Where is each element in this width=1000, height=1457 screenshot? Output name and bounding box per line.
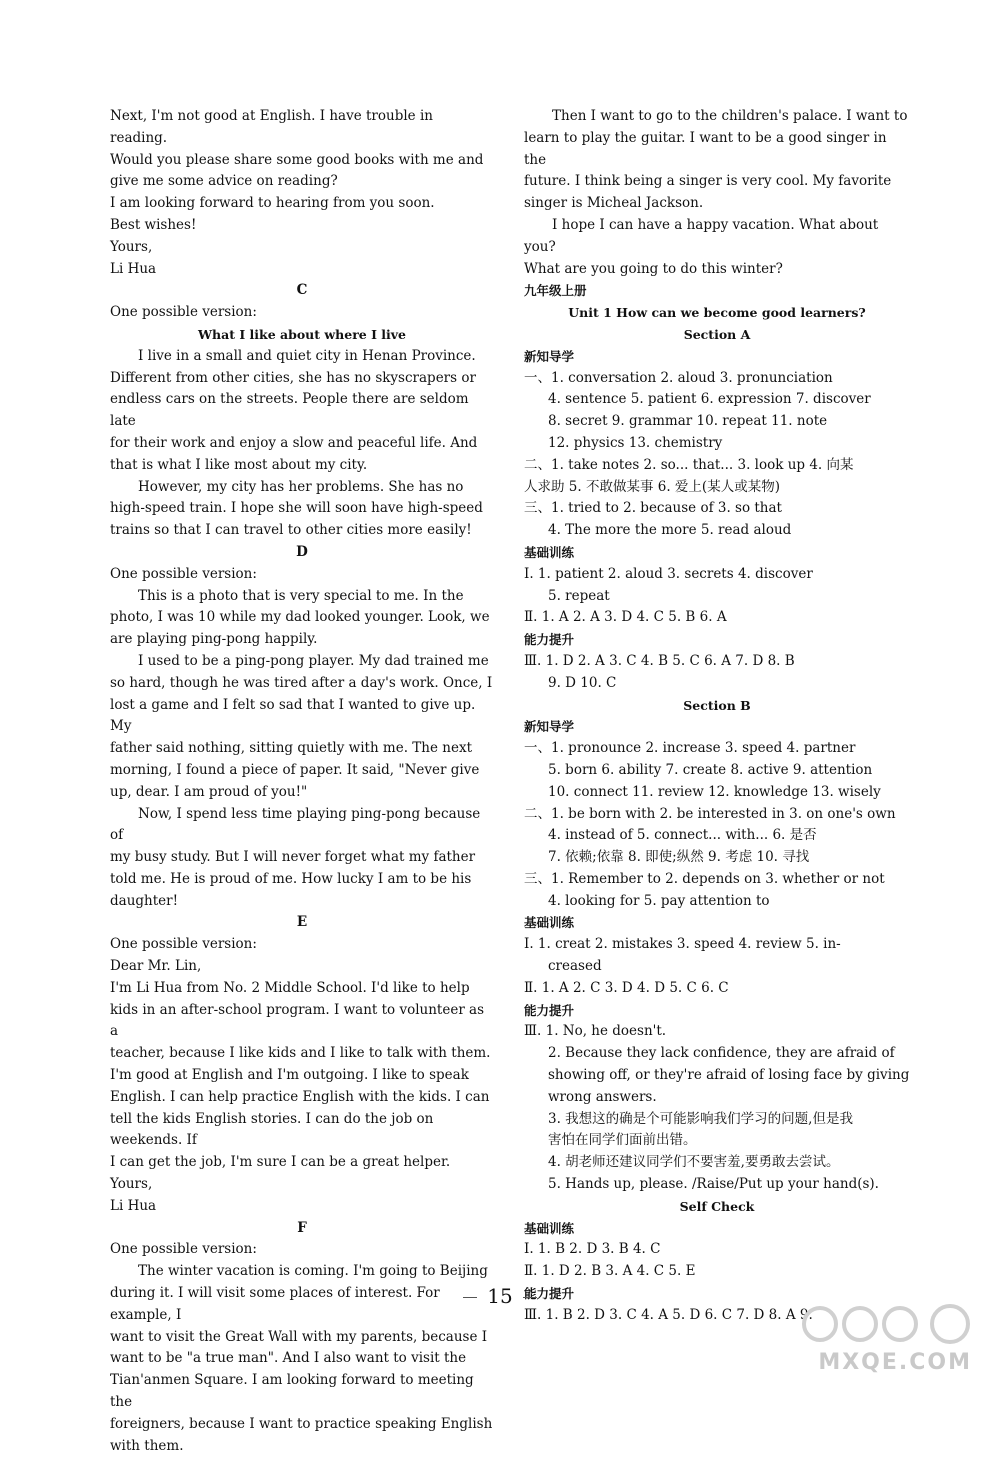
left-line: trains so that I can travel to other cities more easily! [110, 522, 472, 539]
right-line: 4. The more the more 5. read aloud [548, 522, 792, 539]
right-line: Ⅲ. 1. No, he doesn't. [524, 1023, 667, 1040]
left-line: kids in an after-school program. I want to volunteer as a [110, 1001, 485, 1040]
right-line: Then I want to go to the children's palace. I want to [552, 108, 908, 124]
right-line: Section B [683, 697, 751, 713]
left-line: Different from other cities, she has no skyscrapers or [110, 369, 476, 386]
right-line: future. I think being a singer is very cool. My favorite [524, 173, 892, 190]
right-line: 4. looking for 5. pay attention to [548, 892, 770, 909]
right-column [524, 106, 910, 1327]
left-line: I can get the job, I'm sure I can be a great helper. [110, 1154, 451, 1171]
right-line: Section A [683, 326, 751, 342]
right-line: creased [548, 958, 602, 975]
right-line: Self Check [679, 1198, 755, 1214]
right-line: 新知导学 [524, 719, 575, 735]
right-line: 7. 依赖;依靠 8. 即使;纵然 9. 考虑 10. 寻找 [548, 849, 810, 866]
left-line: Yours, [110, 1176, 153, 1193]
right-line: 4. sentence 5. patient 6. expression 7. discover [548, 391, 871, 408]
left-line: endless cars on the streets. People there are seldom late [110, 391, 469, 430]
left-line: Li Hua [110, 260, 157, 277]
left-line: with them. [110, 1437, 184, 1454]
right-line: I hope I can have a happy vacation. What about you? [524, 216, 879, 255]
left-line: Next, I'm not good at English. I have trouble in reading. [110, 108, 433, 146]
right-line: Ⅰ. 1. creat 2. mistakes 3. speed 4. review 5. in- [524, 936, 841, 953]
right-line: 4. instead of 5. connect... with... 6. 是否 [548, 827, 817, 844]
left-line: However, my city has her problems. She has no [138, 478, 464, 495]
page-dash-right [523, 1297, 537, 1298]
left-line: up, dear. I am proud of you!" [110, 783, 308, 800]
right-line: 九年级上册 [524, 283, 587, 299]
left-line: that is what I like most about my city. [110, 456, 368, 473]
left-line: I'm good at English and I'm outgoing. I like to speak [110, 1067, 469, 1084]
left-line: I used to be a ping-pong player. My dad trained me [138, 652, 489, 669]
left-line: This is a photo that is very special to me. In the [138, 587, 464, 604]
left-line: my busy study. But I will never forget what my father [110, 849, 476, 866]
right-line: 新知导学 [524, 348, 575, 364]
left-line: Would you please share some good books with me and [110, 151, 484, 168]
left-line: told me. He is proud of me. How lucky I am to be his [110, 870, 472, 887]
right-line: 二、1. take notes 2. so... that... 3. look up 4. 向某 [524, 456, 854, 473]
left-line: for their work and enjoy a slow and peaceful life. And [110, 434, 478, 451]
left-column [110, 106, 494, 1457]
left-line: English. I can help practice English with the kids. I can [110, 1088, 490, 1105]
left-line: daughter! [110, 892, 179, 909]
left-line: F [297, 1219, 307, 1236]
left-line: want to be "a true man". And I also want to visit the [110, 1350, 467, 1367]
left-line: Now, I spend less time playing ping-pong because of [110, 805, 481, 844]
left-line: Yours, [110, 238, 153, 255]
right-line: 基础训练 [524, 915, 575, 931]
right-line: 一、1. conversation 2. aloud 3. pronunciation [524, 369, 833, 386]
left-line: tell the kids English stories. I can do the job on weekends. If [110, 1110, 434, 1149]
right-line: 基础训练 [524, 544, 575, 560]
page-number-text: 15 [487, 1284, 513, 1308]
left-line: foreigners, because I want to practice speaking English [110, 1415, 493, 1432]
right-line: 10. connect 11. review 12. knowledge 13. wisely [548, 783, 881, 800]
left-line: I live in a small and quiet city in Henan Province. [138, 347, 476, 364]
left-line: I'm Li Hua from No. 2 Middle School. I'd like to help [110, 979, 470, 996]
right-line: wrong answers. [548, 1088, 657, 1105]
right-line: Ⅱ. 1. A 2. A 3. D 4. C 5. B 6. A [524, 609, 727, 626]
right-line: singer is Micheal Jackson. [524, 195, 704, 212]
left-line: morning, I found a piece of paper. It said, "Never give [110, 761, 480, 778]
left-line: so hard, though he was tired after a day's work. Once, I [110, 674, 493, 691]
right-line: 5. Hands up, please. /Raise/Put up your hand(s). [548, 1176, 879, 1193]
right-line: Unit 1 How can we become good learners? [568, 305, 866, 321]
right-line: 2. Because they lack confidence, they are afraid of [548, 1045, 895, 1062]
right-line: 8. secret 9. grammar 10. repeat 11. note [548, 413, 828, 430]
left-line: want to visit the Great Wall with my parents, because I [110, 1328, 488, 1345]
watermark-logo-icon [800, 1300, 980, 1348]
right-line: Ⅲ. 1. D 2. A 3. C 4. B 5. C 6. A 7. D 8. B [524, 652, 795, 669]
right-line: 二、1. be born with 2. be interested in 3. on one's own [524, 805, 896, 822]
left-line: C [296, 282, 308, 299]
left-line: during it. I will visit some places of interest. For example, I [110, 1285, 440, 1323]
left-line: D [296, 543, 308, 560]
left-line: One possible version: [110, 565, 257, 582]
left-line: Best wishes! [110, 216, 197, 233]
right-line: 人求助 5. 不敢做某事 6. 爱上(某人或某物) [524, 478, 780, 495]
right-line: Ⅰ. 1. patient 2. aloud 3. secrets 4. discover [524, 565, 813, 582]
right-line: 三、1. Remember to 2. depends on 3. whether or not [524, 870, 885, 887]
left-line: Dear Mr. Lin, [110, 958, 202, 975]
right-line: 4. 胡老师还建议同学们不要害羞,要勇敢去尝试。 [548, 1154, 840, 1171]
left-line: One possible version: [110, 304, 257, 321]
right-line: 害怕在同学们面前出错。 [548, 1132, 697, 1149]
right-line: 9. D 10. C [548, 674, 617, 691]
left-line: I am looking forward to hearing from you soon. [110, 195, 435, 212]
left-line: One possible version: [110, 936, 257, 953]
right-line: 能力提升 [524, 632, 575, 648]
right-line: 3. 我想这的确是个可能影响我们学习的问题,但是我 [548, 1110, 853, 1127]
right-line: 三、1. tried to 2. because of 3. so that [524, 500, 782, 517]
right-line: 能力提升 [524, 1002, 575, 1018]
right-line: Ⅱ. 1. A 2. C 3. D 4. D 5. C 6. C [524, 979, 729, 996]
watermark-text: MXQE.COM [818, 1350, 972, 1375]
left-line: father said nothing, sitting quietly with me. The next [110, 740, 473, 757]
right-line: What are you going to do this winter? [524, 260, 783, 277]
right-line: 一、1. pronounce 2. increase 3. speed 4. partner [524, 740, 856, 757]
left-line: E [296, 914, 308, 931]
right-line: learn to play the guitar. I want to be a good singer in the [524, 129, 887, 168]
left-line: photo, I was 10 while my dad looked younger. Look, we [110, 609, 490, 626]
right-line: showing off, or they're afraid of losing face by giving [548, 1067, 910, 1084]
left-line: Li Hua [110, 1197, 157, 1214]
right-line: Ⅲ. 1. B 2. D 3. C 4. A 5. D 6. C 7. D 8. A 9. [524, 1306, 813, 1323]
left-line: Tian'anmen Square. I am looking forward to meeting the [110, 1372, 474, 1411]
left-line: give me some advice on reading? [110, 173, 338, 190]
left-line: The winter vacation is coming. I'm going to Beijing [138, 1263, 488, 1280]
right-line: 12. physics 13. chemistry [548, 434, 723, 451]
right-line: Ⅱ. 1. D 2. B 3. A 4. C 5. E [524, 1263, 696, 1280]
left-line: One possible version: [110, 1241, 257, 1258]
left-line: are playing ping-pong happily. [110, 631, 318, 648]
left-line: What I like about where I live [197, 326, 406, 342]
right-line: 5. repeat [548, 587, 610, 604]
left-line: lost a game and I felt so sad that I wanted to give up. My [110, 696, 476, 735]
right-line: Ⅰ. 1. B 2. D 3. B 4. C [524, 1241, 661, 1258]
right-line: 基础训练 [524, 1220, 575, 1236]
page-dash-left [463, 1297, 477, 1298]
right-line: 能力提升 [524, 1286, 575, 1302]
right-line: 5. born 6. ability 7. create 8. active 9. attention [548, 761, 873, 778]
left-line: teacher, because I like kids and I like to talk with them. [110, 1045, 491, 1062]
left-line: high-speed train. I hope she will soon have high-speed [110, 500, 483, 517]
